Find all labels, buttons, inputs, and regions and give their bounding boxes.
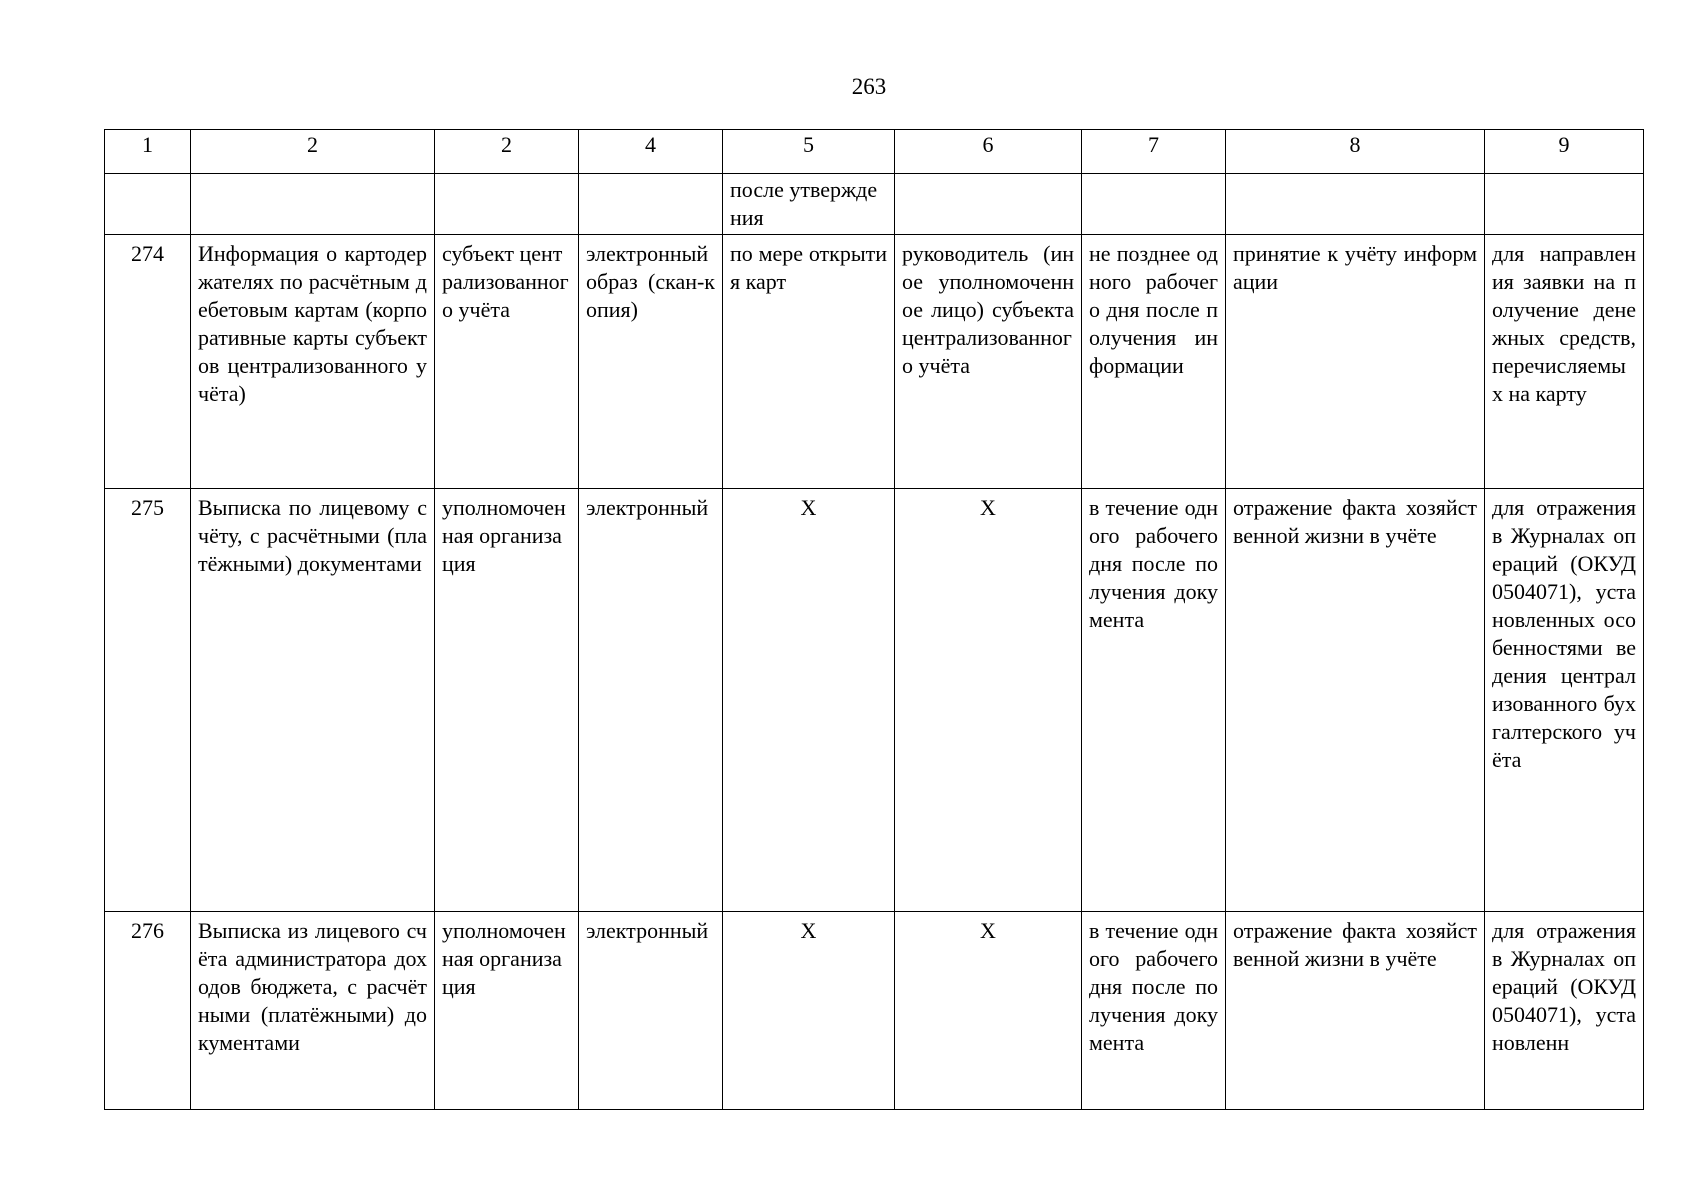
responsible-cell: Х: [895, 489, 1082, 912]
submitter-cell: субъект централизованного учёта: [435, 235, 579, 489]
deadline-cell: в течение одного рабочего дня после получения документа: [1082, 912, 1226, 1110]
purpose-cell: для направления заявки на получение денежных средств, перечисляемых на карту: [1485, 235, 1644, 489]
row-number: 276: [105, 912, 191, 1110]
continuation-cell: после утверждения: [723, 174, 895, 235]
action-cell: принятие к учёту информации: [1226, 235, 1485, 489]
column-number: 8: [1226, 130, 1485, 174]
column-number: 4: [579, 130, 723, 174]
form-cell: электронный образ (скан-копия): [579, 235, 723, 489]
responsible-cell: Х: [895, 912, 1082, 1110]
table-cell: [435, 174, 579, 235]
responsible-cell: руководитель (иное уполномоченное лицо) субъекта централизованного учёта: [895, 235, 1082, 489]
when-cell: по мере открытия карт: [723, 235, 895, 489]
table-cell: [895, 174, 1082, 235]
row-number: 275: [105, 489, 191, 912]
when-cell: Х: [723, 912, 895, 1110]
document-name-cell: Выписка из лицевого счёта администратора доходов бюджета, с расчётными (платёжными) документами: [191, 912, 435, 1110]
table-cell: [191, 174, 435, 235]
column-number: 5: [723, 130, 895, 174]
when-cell: Х: [723, 489, 895, 912]
page-number: 263: [851, 74, 887, 99]
table-cell: [1485, 174, 1644, 235]
document-table: [104, 129, 1644, 1110]
submitter-cell: уполномоченная организация: [435, 489, 579, 912]
table-cell: [105, 174, 191, 235]
column-number: 9: [1485, 130, 1644, 174]
form-cell: электронный: [579, 912, 723, 1110]
table-row: [105, 912, 1644, 1110]
deadline-cell: в течение одного рабочего дня после получения документа: [1082, 489, 1226, 912]
purpose-cell: для отражения в Журналах операций (ОКУД 0504071), установленных особенностями ведения централизованного бухгалтерского учёта: [1485, 489, 1644, 912]
table-row: [105, 489, 1644, 912]
document-name-cell: Информация о картодержателях по расчётным дебетовым картам (корпоративные карты субъектов централизованного учёта): [191, 235, 435, 489]
table-cell: [1226, 174, 1485, 235]
column-number: 6: [895, 130, 1082, 174]
column-number: 7: [1082, 130, 1226, 174]
column-number: 2: [191, 130, 435, 174]
action-cell: отражение факта хозяйственной жизни в учёте: [1226, 489, 1485, 912]
submitter-cell: уполномоченная организация: [435, 912, 579, 1110]
deadline-cell: не позднее одного рабочего дня после получения информации: [1082, 235, 1226, 489]
column-number-row: [105, 130, 1644, 174]
action-cell: отражение факта хозяйственной жизни в учёте: [1226, 912, 1485, 1110]
column-number: 1: [105, 130, 191, 174]
table-row: [105, 235, 1644, 489]
table-cell: [1082, 174, 1226, 235]
table-cell: [579, 174, 723, 235]
column-number: 2: [435, 130, 579, 174]
form-cell: электронный: [579, 489, 723, 912]
row-number: 274: [105, 235, 191, 489]
purpose-cell: для отражения в Журналах операций (ОКУД 0504071), установленн: [1485, 912, 1644, 1110]
continuation-row: [105, 174, 1644, 235]
document-name-cell: Выписка по лицевому счёту, с расчётными (платёжными) документами: [191, 489, 435, 912]
